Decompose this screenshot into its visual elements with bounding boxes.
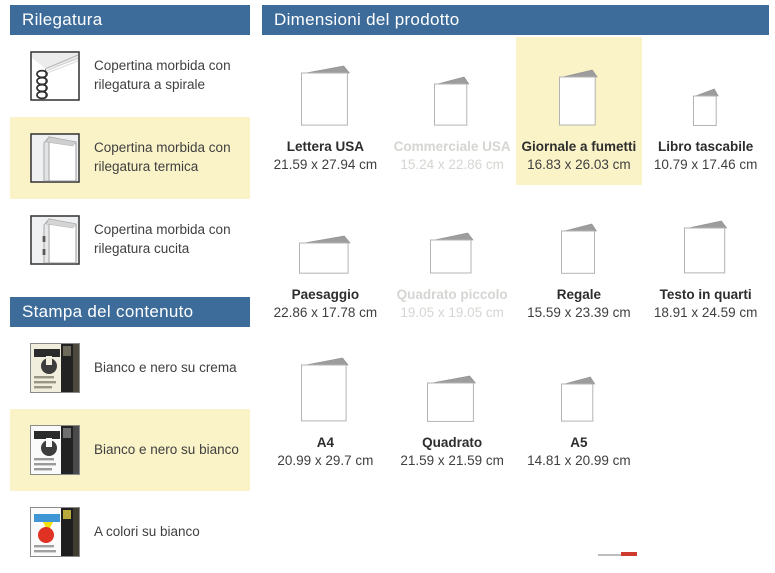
configuration-sidebar (10, 5, 250, 573)
size-name: A5 (570, 435, 588, 450)
print-section-title: Stampa del contenuto (22, 302, 194, 321)
binding-section-title: Rilegatura (22, 10, 103, 29)
size-name: A4 (316, 435, 334, 450)
cutoff-graphic (598, 552, 638, 556)
size-option-paesaggio[interactable] (262, 185, 389, 333)
size-option-commerciale-usa[interactable] (389, 37, 516, 185)
size-option-giornale-a-fumetti[interactable] (516, 37, 643, 185)
size-option-quadrato[interactable] (389, 333, 516, 481)
book-cover-icon (427, 333, 476, 422)
size-name: Libro tascabile (657, 139, 754, 154)
size-option-testo-in-quarti[interactable] (642, 185, 769, 333)
print-option-bw-white[interactable] (10, 409, 250, 491)
size-name: Regale (556, 287, 602, 302)
saddle-stitch-binding-icon (30, 215, 80, 265)
binding-option-label: Copertina morbida con rilegatura termica (94, 140, 231, 174)
bw-on-cream-icon (30, 343, 80, 393)
size-option-quadrato-piccolo[interactable] (389, 185, 516, 333)
book-cover-icon (301, 333, 349, 422)
size-dimensions: 22.86 x 17.78 cm (273, 305, 378, 320)
size-name: Giornale a fumetti (521, 139, 637, 154)
print-section-header (10, 297, 250, 327)
book-cover-icon (301, 37, 350, 126)
cutoff-red-mark (621, 552, 637, 556)
print-option-label: A colori su bianco (94, 523, 200, 539)
size-dimensions: 15.24 x 22.86 cm (400, 157, 504, 172)
print-option-label: Bianco e nero su bianco (94, 441, 239, 457)
size-dimensions: 14.81 x 20.99 cm (527, 453, 631, 468)
size-name: Quadrato piccolo (396, 287, 508, 302)
dimensions-section-title: Dimensioni del prodotto (274, 10, 460, 29)
size-dimensions: 19.05 x 19.05 cm (400, 305, 504, 320)
binding-option-spiral[interactable] (10, 35, 250, 117)
print-option-color-white[interactable] (10, 491, 250, 573)
print-option-bw-cream[interactable] (10, 327, 250, 409)
size-option-a5[interactable] (516, 333, 643, 481)
size-dimensions: 20.99 x 29.7 cm (277, 453, 374, 468)
size-option-libro-tascabile[interactable] (642, 37, 769, 185)
book-cover-icon (561, 185, 598, 274)
size-name: Commerciale USA (393, 139, 511, 154)
size-dimensions: 15.59 x 23.39 cm (527, 305, 631, 320)
size-option-lettera-usa[interactable] (262, 37, 389, 185)
binding-option-label: Copertina morbida con rilegatura a spirale (94, 58, 231, 92)
binding-option-thermal[interactable] (10, 117, 250, 199)
print-option-label: Bianco e nero su crema (94, 359, 237, 375)
binding-section-header (10, 5, 250, 35)
thermal-binding-icon (30, 133, 80, 183)
book-cover-icon (430, 185, 474, 274)
binding-option-saddle-stitch[interactable] (10, 199, 250, 281)
size-option-a4[interactable] (262, 333, 389, 481)
book-cover-icon (561, 333, 596, 422)
size-name: Paesaggio (291, 287, 360, 302)
book-cover-icon (693, 37, 719, 126)
size-dimensions: 16.83 x 26.03 cm (527, 157, 631, 172)
size-name: Lettera USA (286, 139, 365, 154)
size-dimensions: 21.59 x 21.59 cm (400, 453, 504, 468)
color-on-white-icon (30, 507, 80, 557)
book-cover-icon (684, 185, 728, 274)
empty-grid-cell (642, 333, 769, 481)
bw-on-white-icon (30, 425, 80, 475)
book-cover-icon (299, 185, 351, 274)
book-cover-icon (559, 37, 598, 126)
size-dimensions: 10.79 x 17.46 cm (653, 157, 758, 172)
size-name: Quadrato (422, 435, 483, 450)
size-dimensions: 21.59 x 27.94 cm (273, 157, 378, 172)
spiral-binding-icon (30, 51, 80, 101)
binding-option-label: Copertina morbida con rilegatura cucita (94, 222, 231, 256)
product-size-grid (262, 37, 769, 481)
size-option-regale[interactable] (516, 185, 643, 333)
book-cover-icon (434, 37, 470, 126)
size-name: Testo in quarti (659, 287, 752, 302)
size-dimensions: 18.91 x 24.59 cm (653, 305, 758, 320)
product-dimensions-panel (262, 5, 769, 481)
dimensions-section-header (262, 5, 769, 35)
